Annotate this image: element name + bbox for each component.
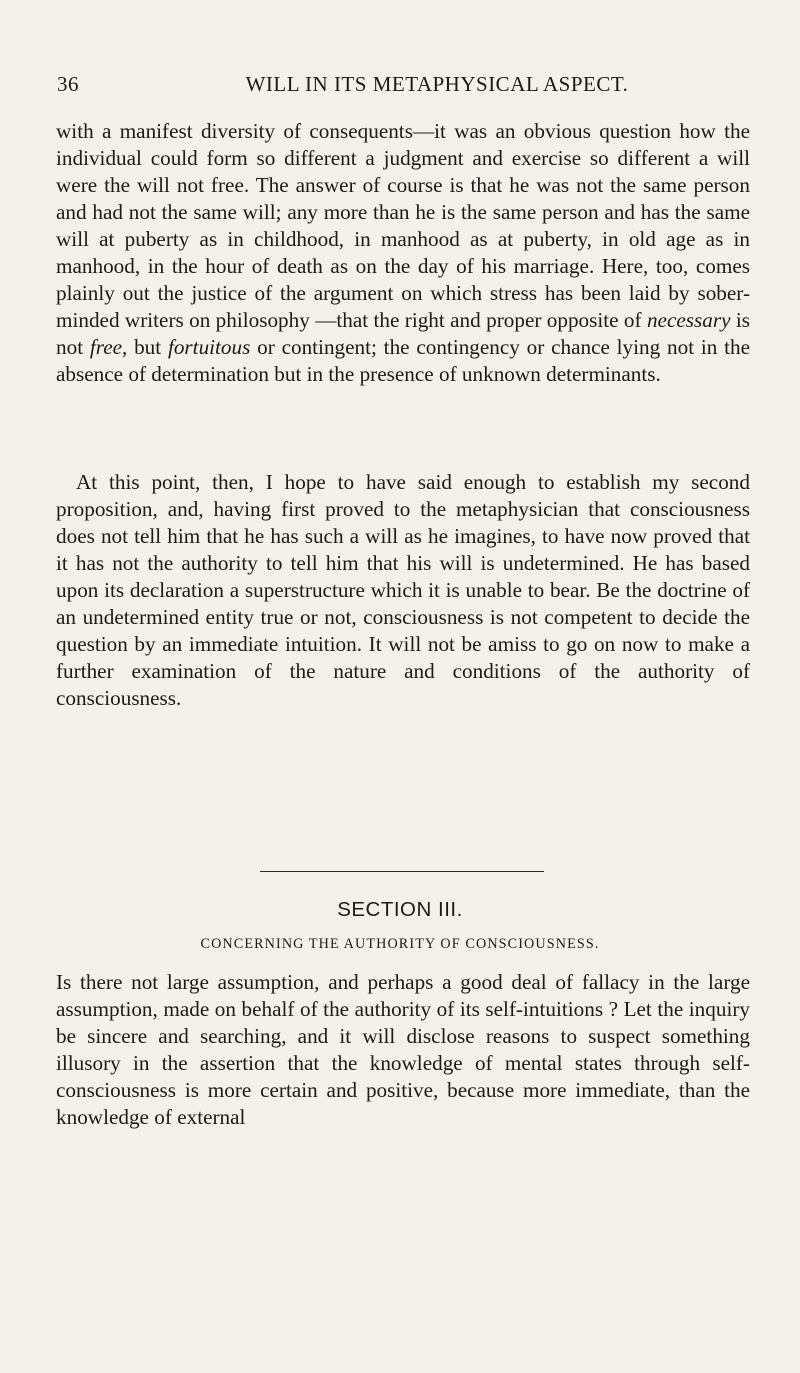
italic-term: necessary (646, 308, 731, 333)
section-divider-rule (260, 871, 544, 872)
paragraph-3 (56, 969, 750, 1131)
page-number: 36 (57, 72, 79, 96)
section-subheading: CONCERNING THE AUTHORITY OF CONSCIOUSNESS. (200, 936, 600, 952)
italic-term: free (89, 335, 123, 360)
text-run: At this point, then, I hope to have said enough to establish my second proposition, and, having first proved to the metaphysician that consciousness does not tell him that he has such a will as he imagines, to have now proved that it has not the authority to tell him that his will is undetermined. He has based upon its declaration a superstructure which it is unable to bear. Be the doctrine of an undetermined entity true or not, consciousness is not competent to decide the question by an immediate intuition. It will not be amiss to go on now to make a further examination of the nature and conditions of the authority of consciousness. (56, 470, 750, 711)
running-title: WILL IN ITS METAPHYSICAL ASPECT. (245, 72, 629, 96)
text-run: , but (122, 335, 168, 360)
text-run: or contingent; the contingency or chance lying not in the absence of determination but in the presence of unknown determinants. (56, 335, 751, 387)
section-heading: SECTION III. (337, 898, 463, 921)
text-run: Is there not large assumption, and perhaps a good deal of fallacy in the large assumption, made on behalf of the authority of its self-intuitions ? Let the inquiry be sincere and searching, and it will disclose reasons to suspect something illusory in the assertion that the knowledge of mental states through self-consciousness is more certain and positive, because more immediate, than the knowledge of external (56, 970, 750, 1130)
paragraph-1 (56, 118, 750, 388)
italic-term: fortuitous (167, 335, 251, 360)
text-run: with a manifest diversity of consequents—it was an obvious question how the individual could form so different a judgment and exercise so different a will were the will not free. The answer of course is that he was not the same person and had not the same will; any more than he is the same person and has the same will at puberty as in childhood, in manhood as at puberty, in old age as in manhood, in the hour of death as on the day of his marriage. Here, too, comes plainly out the justice of the argument on which stress has been laid by sober-minded writers on philosophy —that the right and proper opposite of (56, 119, 750, 333)
paragraph-2 (56, 469, 750, 712)
running-head (57, 72, 757, 102)
text-run: is not (56, 308, 750, 360)
